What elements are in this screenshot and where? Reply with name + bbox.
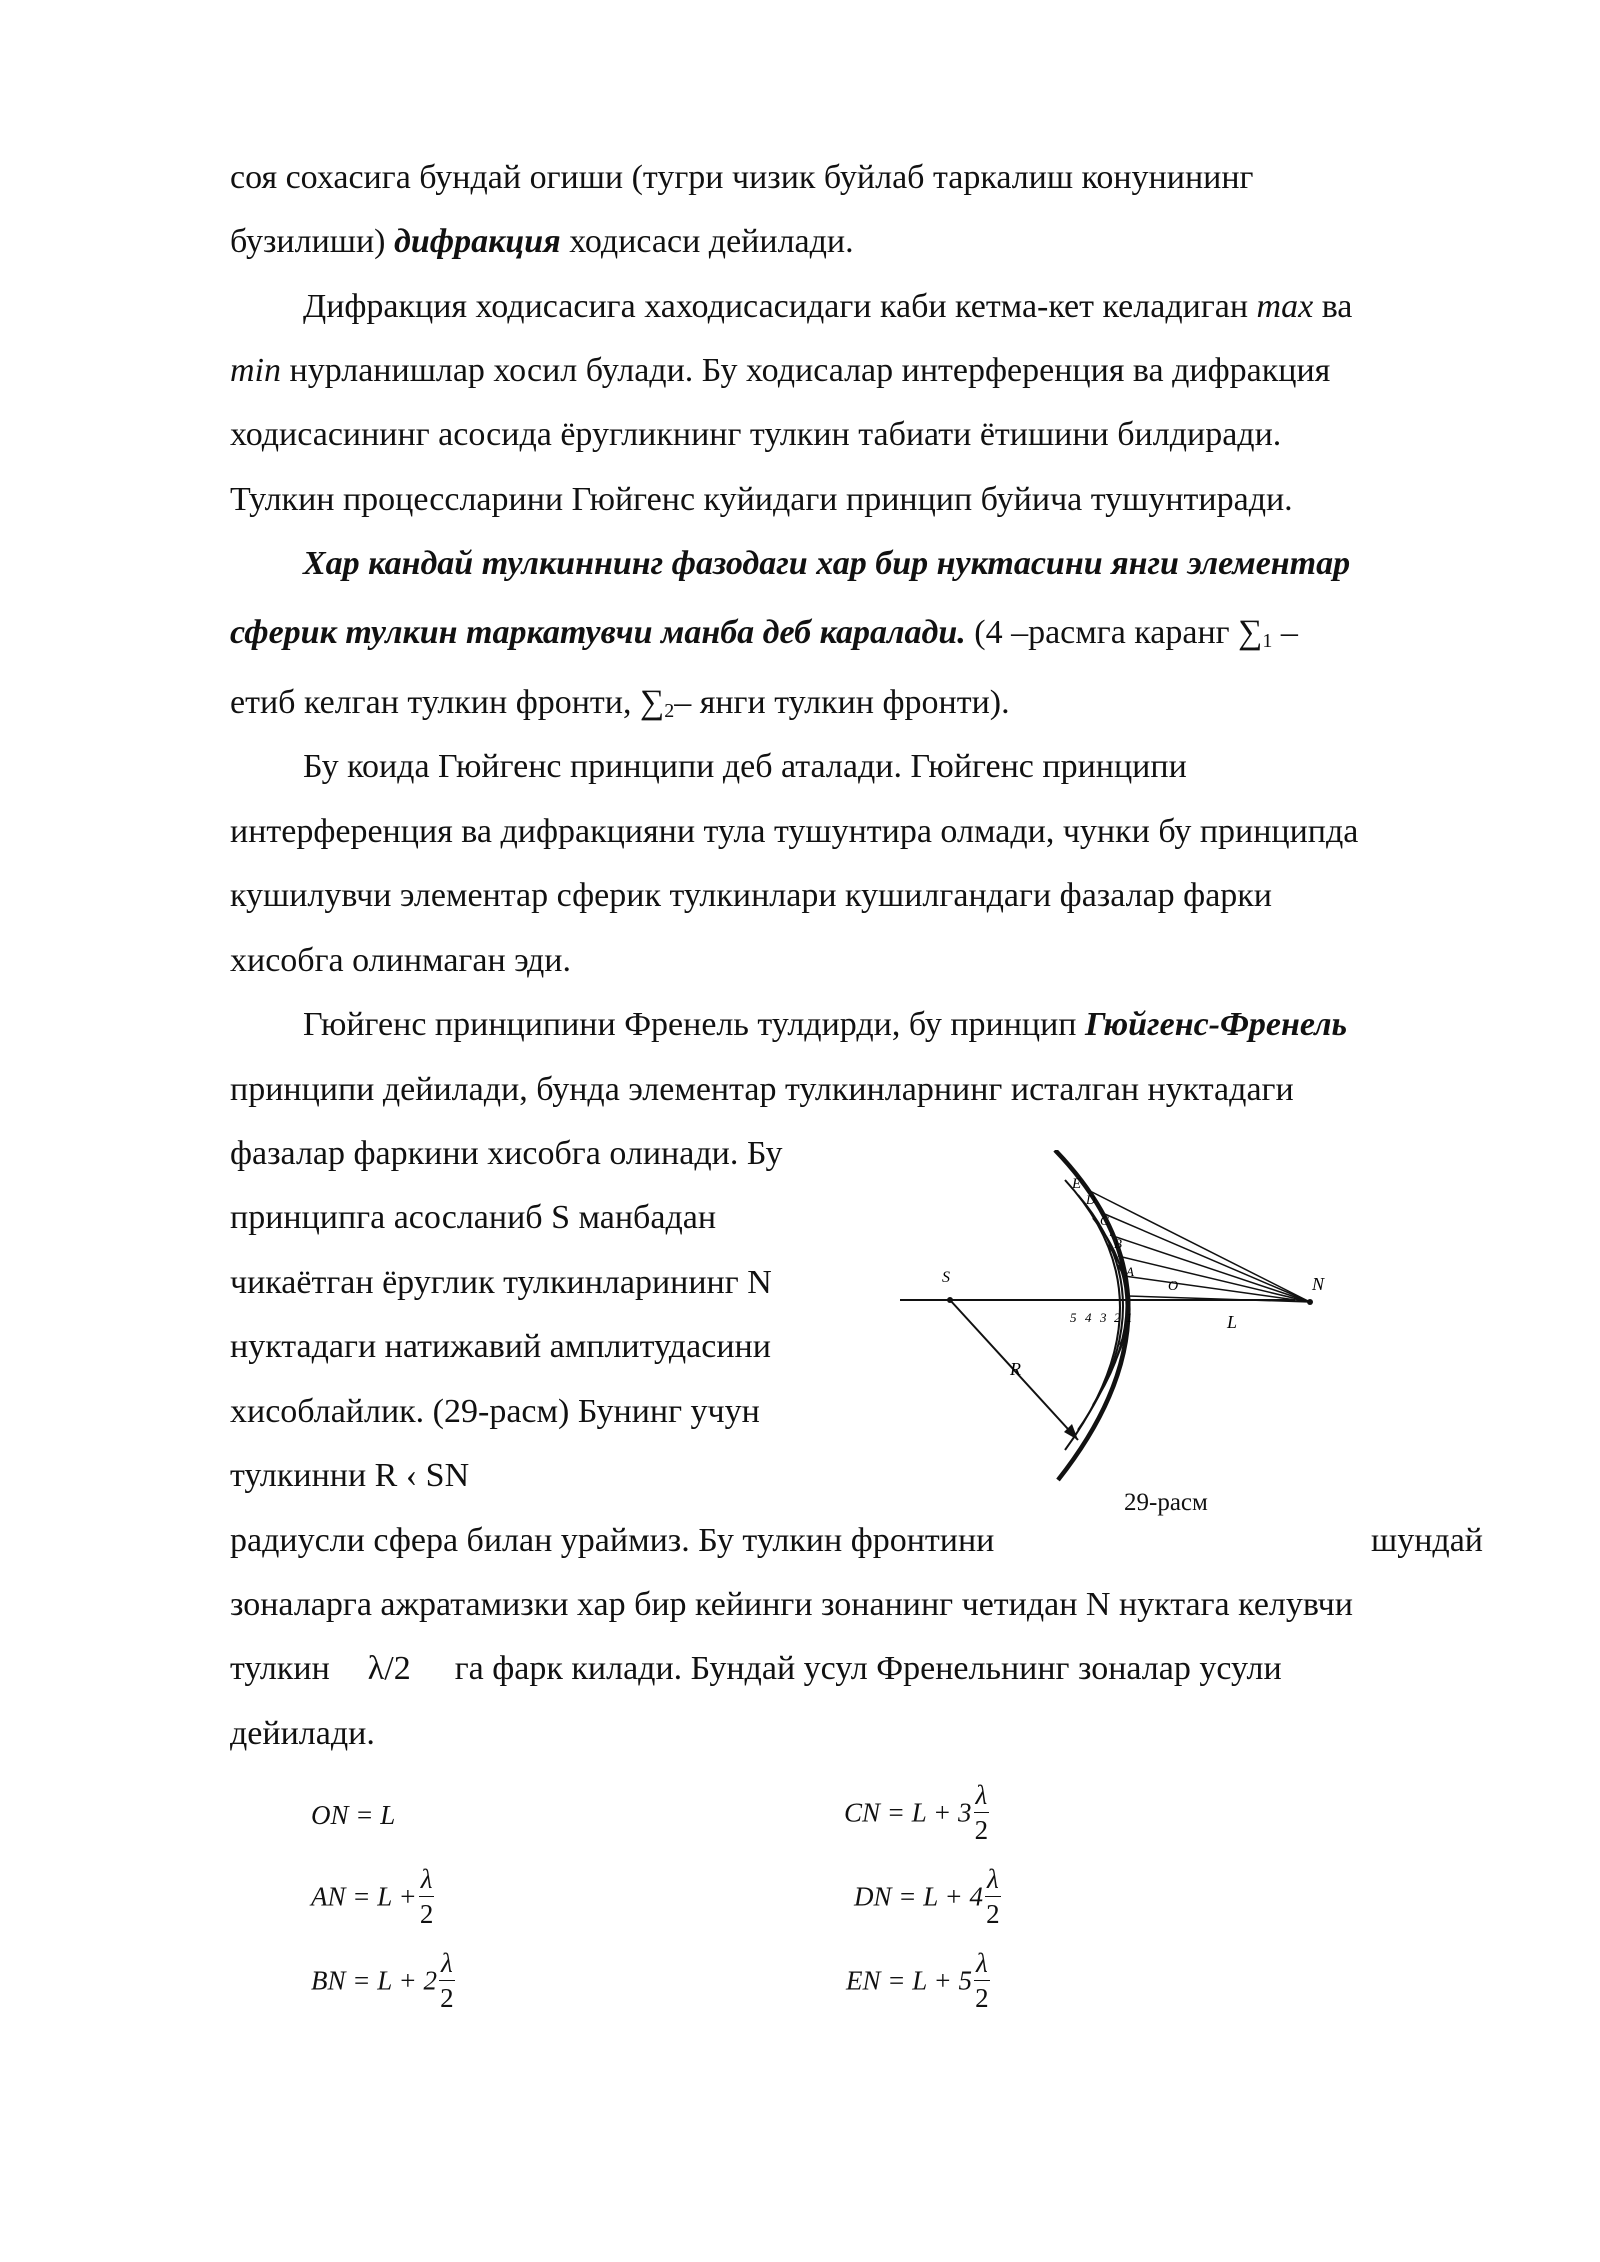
text-span: га фарк килади. Бундай усул Френельнинг зоналар усули xyxy=(454,1650,1282,1687)
denominator: 2 xyxy=(440,1983,454,2013)
equation-text: DN = L + 4 xyxy=(854,1881,983,1912)
term-min: min xyxy=(230,352,281,389)
text-line xyxy=(230,222,854,262)
label-n: N xyxy=(1312,1274,1325,1294)
subscript: 1 xyxy=(1262,630,1273,652)
text-line: кушилувчи элементар сферик тулкинлари кушилгандаги фазалар фарки xyxy=(230,877,1272,914)
fraction xyxy=(974,1946,990,2015)
text-line: интерференция ва дифракцияни тула тушунтира олмади, чунки бу принципда xyxy=(230,813,1359,850)
text-span: ва xyxy=(1313,288,1353,325)
text-span: Дифракция ходисасига хаходисасидаги каби кетма-кет келадиган xyxy=(303,288,1257,325)
text-span: сферик тулкин таркатувчи манба деб каралади. xyxy=(230,614,966,651)
label-r: R xyxy=(1010,1359,1021,1379)
label-c: C xyxy=(1100,1213,1109,1228)
text-line: Тулкин процессларини Гюйгенс куйидаги принцип буйича тушунтиради. xyxy=(230,481,1293,518)
term-huygens-fresnel: Гюйгенс-Френель xyxy=(1085,1006,1348,1043)
equation-on xyxy=(311,1800,395,1830)
text-span: етиб келган тулкин фронти, ∑ xyxy=(230,684,665,721)
text-span: (4 –расмга каранг ∑ xyxy=(965,614,1263,651)
label-d: D xyxy=(1086,1192,1096,1207)
text-span: – янги тулкин фронти). xyxy=(674,684,1010,721)
fraction xyxy=(985,1862,1001,1931)
term-diffraction: дифракция xyxy=(394,223,561,260)
equation-an xyxy=(311,1862,434,1931)
numerator: λ xyxy=(974,1946,990,1981)
label-s: S xyxy=(942,1269,950,1286)
lambda-half: λ/2 xyxy=(367,1650,411,1687)
text-span: шундай xyxy=(1371,1522,1483,1559)
text-line: хисобга олинмаган эди. xyxy=(230,942,571,979)
text-line xyxy=(303,1005,1347,1045)
text-line: принципга асосланиб S манбадан xyxy=(230,1199,717,1236)
ray-c xyxy=(1110,1235,1310,1302)
denominator: 2 xyxy=(986,1899,1000,1929)
text-span: – xyxy=(1272,614,1298,651)
equation-dn xyxy=(854,1862,1001,1931)
equation-text: CN = L + 3 xyxy=(844,1797,972,1828)
equation-text: EN = L + 5 xyxy=(846,1965,972,1996)
text-span: бузилиши) xyxy=(230,223,394,260)
text-line: Хар кандай тулкиннинг фазодаги хар бир нуктасини янги элементар xyxy=(303,545,1351,582)
text-line: Бу коида Гюйгенс принципи деб аталади. Гюйгенс принципи xyxy=(303,748,1187,785)
text-line: чикаётган ёруглик тулкинларининг N xyxy=(230,1264,772,1301)
label-a: A xyxy=(1126,1264,1134,1279)
text-line: зоналарга ажратамизки хар бир кейинги зонанинг четидан N нуктага келувчи xyxy=(230,1586,1353,1623)
term-max: max xyxy=(1256,288,1314,325)
label-e: E xyxy=(1072,1176,1082,1192)
label-zone-5: 5 xyxy=(1070,1310,1077,1325)
text-span: тулкин xyxy=(230,1650,330,1687)
text-span: Гюйгенс принципини Френель тулдирди, бу принцип xyxy=(303,1006,1085,1043)
numerator: λ xyxy=(974,1778,990,1813)
text-line: принципи дейилади, бунда элементар тулкинларнинг исталган нуктадаги xyxy=(230,1071,1294,1108)
text-span: радиусли сфера билан ураймиз. Бу тулкин фронтини xyxy=(230,1522,995,1559)
text-span: нурланишлар хосил булади. Бу ходисалар интерференция ва дифракция xyxy=(281,352,1331,389)
label-zone-3: 3 xyxy=(1100,1310,1107,1325)
fraction xyxy=(439,1946,455,2015)
equation-text: BN = L + 2 xyxy=(311,1965,437,1996)
text-line: соя сохасига бундай огиши (тугри чизик буйлаб таркалиш конунининг xyxy=(230,159,1254,196)
label-l: L xyxy=(1227,1312,1238,1332)
label-zone-4: 4 xyxy=(1085,1310,1092,1325)
label-zone-2: 2 xyxy=(1114,1310,1121,1325)
label-zone-1: 1 xyxy=(1126,1310,1133,1325)
text-line: нуктадаги натижавий амплитудасини xyxy=(230,1328,771,1365)
text-line xyxy=(230,683,1010,731)
fraction xyxy=(974,1778,990,1847)
denominator: 2 xyxy=(975,1983,989,2013)
text-line xyxy=(230,613,1298,661)
subscript: 2 xyxy=(664,700,675,722)
figure-caption: 29-расм xyxy=(1124,1489,1208,1516)
fresnel-zones-figure xyxy=(900,1150,1350,1490)
ray-d xyxy=(1100,1212,1310,1302)
equation-en xyxy=(846,1946,990,2015)
text-line: ходисасининг асосида ёругликнинг тулкин табиати ётишини билдиради. xyxy=(230,416,1282,453)
text-line xyxy=(230,1521,1483,1561)
label-b: B xyxy=(1114,1236,1122,1251)
equation-bn xyxy=(311,1946,455,2015)
equation-cn xyxy=(844,1778,989,1847)
text-span: ходисаси дейилади. xyxy=(560,223,854,260)
numerator: λ xyxy=(985,1862,1001,1897)
text-line: дейилади. xyxy=(230,1715,375,1752)
numerator: λ xyxy=(419,1862,435,1897)
text-line: хисоблайлик. (29-расм) Бунинг учун xyxy=(230,1393,760,1430)
denominator: 2 xyxy=(974,1815,989,1845)
equation-text: ON = L xyxy=(311,1800,396,1830)
equation-text: AN = L + xyxy=(311,1881,417,1912)
label-o: O xyxy=(1168,1279,1179,1294)
text-line: тулкинни R ‹ SN xyxy=(230,1457,470,1494)
denominator: 2 xyxy=(419,1899,434,1929)
text-line xyxy=(303,287,1352,327)
text-line: фазалар фаркини хисобга олинади. Бу xyxy=(230,1135,783,1172)
text-line xyxy=(230,351,1330,391)
numerator: λ xyxy=(439,1946,455,1981)
fraction xyxy=(419,1862,435,1931)
text-line xyxy=(230,1649,1282,1689)
